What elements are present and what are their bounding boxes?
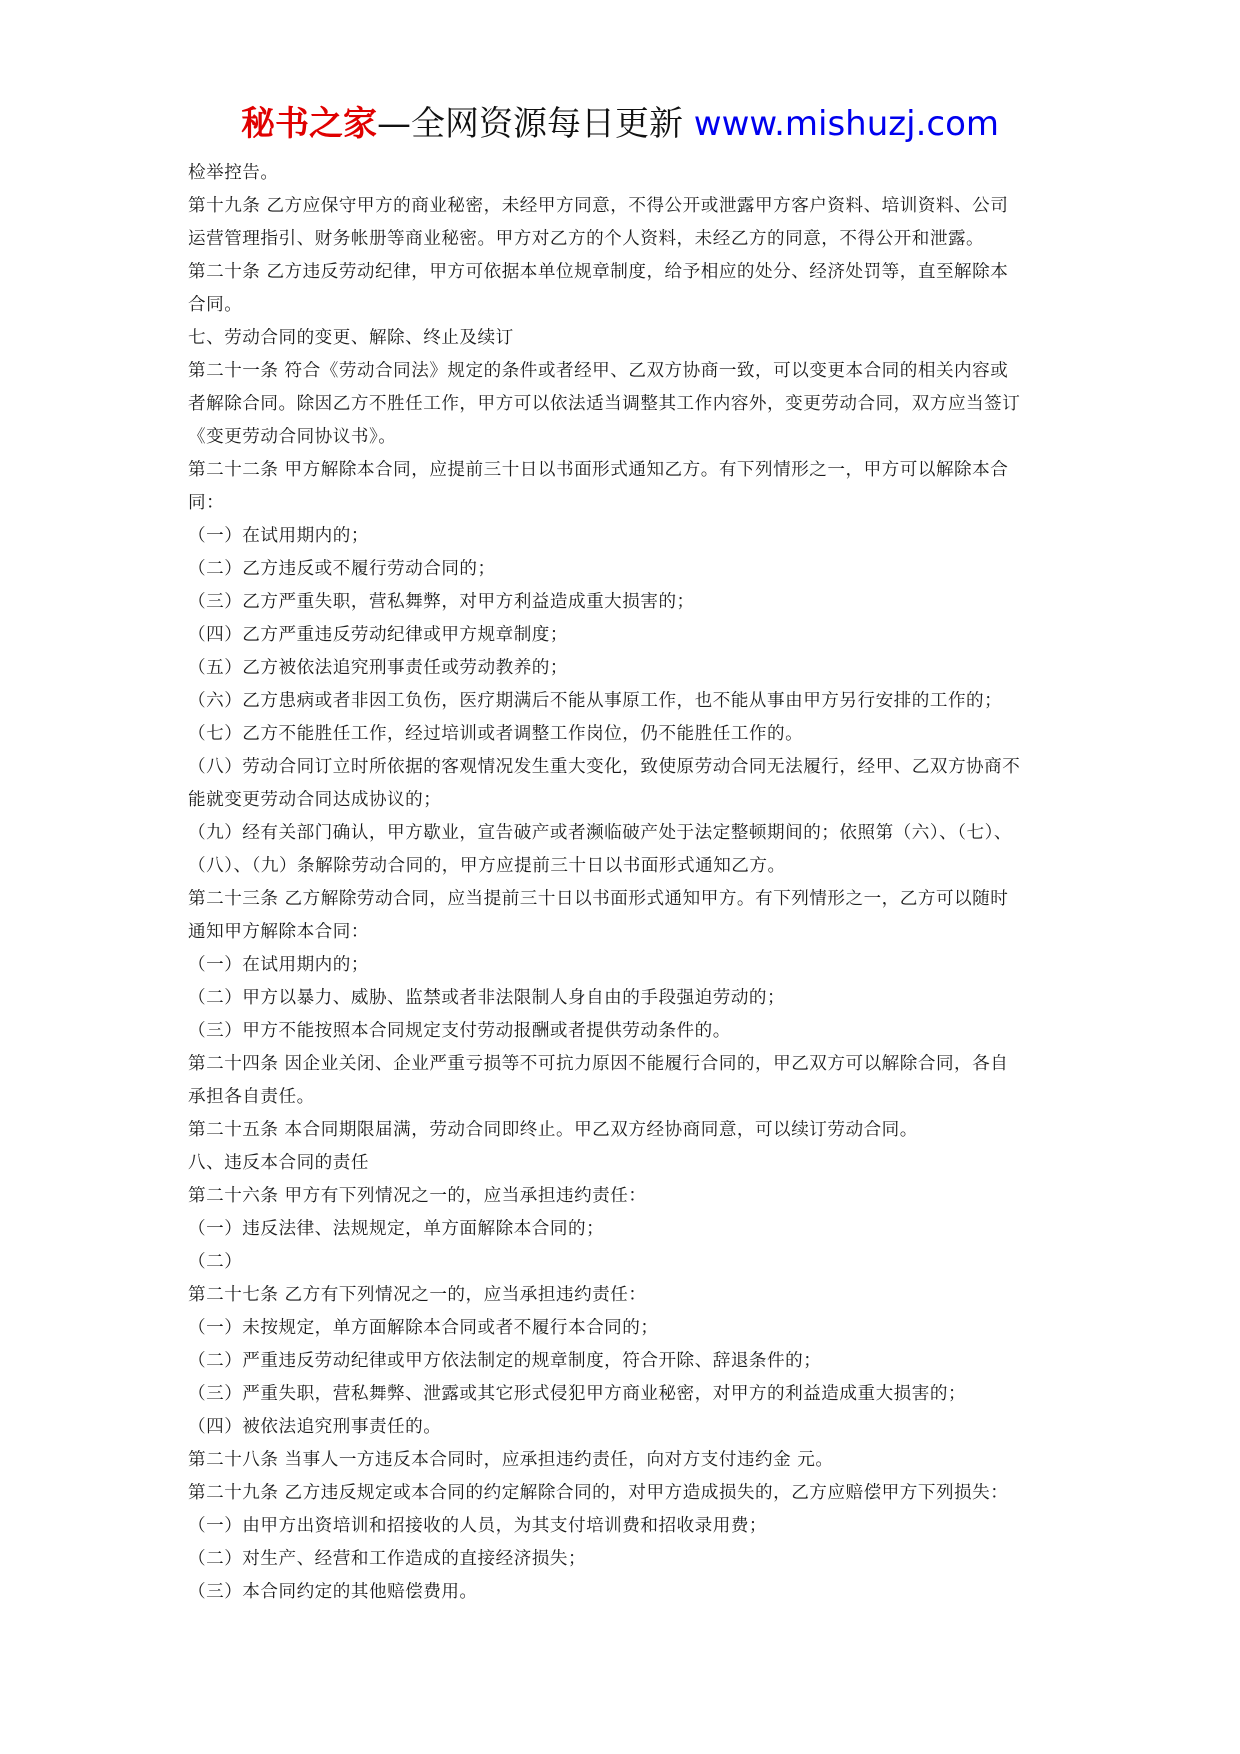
text-line: （二）甲方以暴力、威胁、监禁或者非法限制人身自由的手段强迫劳动的；	[188, 988, 786, 1008]
text-line: （三）甲方不能按照本合同规定支付劳动报酬或者提供劳动条件的。	[188, 1021, 731, 1041]
text-line: 第二十六条 甲方有下列情况之一的，应当承担违约责任：	[188, 1186, 647, 1206]
text-line: 八、违反本合同的责任	[188, 1153, 369, 1173]
text-line: 第二十条 乙方违反劳动纪律，甲方可依据本单位规章制度，给予相应的处分、经济处罚等，直至解除本	[188, 262, 1009, 282]
text-line: （三）严重失职，营私舞弊、泄露或其它形式侵犯甲方商业秘密，对甲方的利益造成重大损害的；	[188, 1384, 967, 1404]
text-line: 第二十八条 当事人一方违反本合同时，应承担违约责任，向对方支付违约金 元。	[188, 1450, 834, 1470]
text-line: （九）经有关部门确认，甲方歇业，宣告破产或者濒临破产处于法定整顿期间的；依照第（六）、（七）、	[188, 823, 1013, 843]
text-line: 第二十五条 本合同期限届满，劳动合同即终止。甲乙双方经协商同意，可以续订劳动合同。	[188, 1120, 918, 1140]
text-line: 第二十四条 因企业关闭、企业严重亏损等不可抗力原因不能履行合同的，甲乙双方可以解除合同，各自	[188, 1054, 1009, 1074]
text-line: 合同。	[188, 295, 243, 315]
text-line: （一）违反法律、法规规定，单方面解除本合同的；	[188, 1219, 605, 1239]
text-line: 承担各自责任。	[188, 1087, 315, 1107]
text-line: 七、劳动合同的变更、解除、终止及续订	[188, 328, 514, 348]
text-line: （二）乙方违反或不履行劳动合同的；	[188, 559, 496, 579]
text-line: 通知甲方解除本合同：	[188, 922, 369, 942]
brand-name: 秘书之家	[240, 104, 377, 144]
text-line: （一）未按规定，单方面解除本合同或者不履行本合同的；	[188, 1318, 659, 1338]
text-line: 第二十二条 甲方解除本合同，应提前三十日以书面形式通知乙方。有下列情形之一，甲方可以解除本合	[188, 460, 1009, 480]
text-line: 者解除合同。除因乙方不胜任工作，甲方可以依法适当调整其工作内容外，变更劳动合同，双方应当签订	[188, 394, 1021, 414]
text-line: 检举控告。	[188, 163, 279, 183]
text-line: 第十九条 乙方应保守甲方的商业秘密，未经甲方同意，不得公开或泄露甲方客户资料、培训资料、公司	[188, 196, 1009, 216]
text-line: （二）对生产、经营和工作造成的直接经济损失；	[188, 1549, 587, 1569]
text-line: （六）乙方患病或者非因工负伤，医疗期满后不能从事原工作，也不能从事由甲方另行安排的工作的；	[188, 691, 1003, 711]
text-line: （一）在试用期内的；	[188, 526, 369, 546]
page-header	[0, 100, 1240, 148]
text-line: （八）劳动合同订立时所依据的客观情况发生重大变化，致使原劳动合同无法履行，经甲、乙双方协商不	[188, 757, 1021, 777]
text-line: 第二十一条 符合《劳动合同法》规定的条件或者经甲、乙双方协商一致，可以变更本合同的相关内容或	[188, 361, 1009, 381]
document-body	[188, 157, 1068, 1609]
text-line: 同：	[188, 493, 225, 513]
site-url-link[interactable]: www.mishuzj.com	[693, 104, 999, 144]
text-line: （一）在试用期内的；	[188, 955, 369, 975]
text-line: （一）由甲方出资培训和招接收的人员，为其支付培训费和招收录用费；	[188, 1516, 768, 1536]
text-line: （八）、（九）条解除劳动合同的，甲方应提前三十日以书面形式通知乙方。	[188, 856, 786, 876]
text-line: （四）被依法追究刑事责任的。	[188, 1417, 442, 1437]
text-line: （七）乙方不能胜任工作，经过培训或者调整工作岗位，仍不能胜任工作的。	[188, 724, 804, 744]
text-line: 第二十七条 乙方有下列情况之一的，应当承担违约责任：	[188, 1285, 647, 1305]
text-line: 运营管理指引、财务帐册等商业秘密。甲方对乙方的个人资料，未经乙方的同意，不得公开和泄露。	[188, 229, 985, 249]
text-line: 第二十三条 乙方解除劳动合同，应当提前三十日以书面形式通知甲方。有下列情形之一，乙方可以随时	[188, 889, 1009, 909]
text-line: 能就变更劳动合同达成协议的；	[188, 790, 442, 810]
text-line: （二）严重违反劳动纪律或甲方依法制定的规章制度，符合开除、辞退条件的；	[188, 1351, 822, 1371]
text-line: 第二十九条 乙方违反规定或本合同的约定解除合同的，对甲方造成损失的，乙方应赔偿甲方下列损失：	[188, 1483, 1009, 1503]
text-line: （五）乙方被依法追究刑事责任或劳动教养的；	[188, 658, 568, 678]
text-line: （二）	[188, 1252, 243, 1272]
text-line: 《变更劳动合同协议书》。	[188, 427, 397, 447]
header-slogan: —全网资源每日更新	[376, 104, 694, 144]
text-line: （三）本合同约定的其他赔偿费用。	[188, 1582, 478, 1602]
text-line: （三）乙方严重失职，营私舞弊，对甲方利益造成重大损害的；	[188, 592, 695, 612]
text-line: （四）乙方严重违反劳动纪律或甲方规章制度；	[188, 625, 568, 645]
